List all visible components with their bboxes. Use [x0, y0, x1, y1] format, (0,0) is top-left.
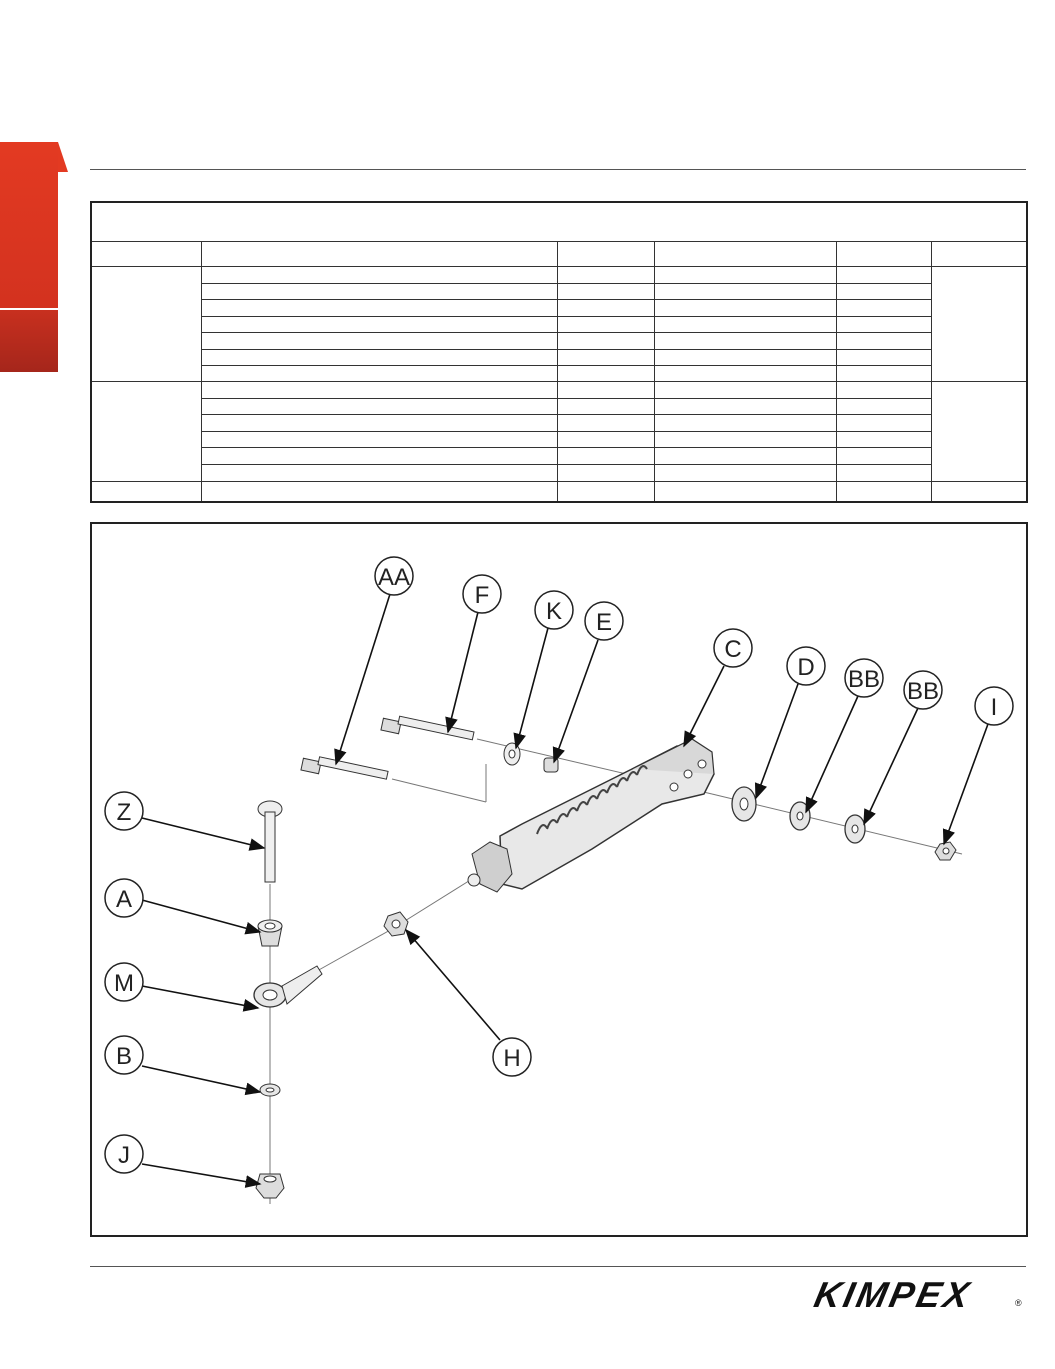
side-tab-lower	[0, 310, 58, 372]
bolt-f	[381, 716, 474, 740]
callout-d	[787, 647, 825, 685]
washer-b	[260, 1084, 280, 1096]
callout-a	[105, 879, 143, 917]
col-divider-2	[557, 241, 558, 501]
callout-j	[105, 1135, 143, 1173]
callout-k-label: K	[545, 598, 563, 625]
callout-z	[105, 792, 143, 830]
table-row-rule	[201, 332, 931, 333]
table-row-rule	[201, 414, 931, 415]
callout-m-label: M	[114, 970, 134, 997]
callout-i	[975, 687, 1013, 725]
spring-housing-c	[468, 739, 714, 892]
table-row-rule	[201, 283, 931, 284]
nut-h	[384, 912, 408, 936]
callout-a-label: A	[115, 886, 133, 913]
kimpex-logo	[810, 1274, 1025, 1315]
side-tab-notch	[58, 142, 68, 172]
exploded-parts-diagram	[90, 522, 1028, 1237]
callout-z-label: Z	[116, 799, 132, 826]
callout-k	[535, 591, 573, 629]
table-row-rule	[201, 349, 931, 350]
callout-bb-1	[845, 659, 883, 697]
parts-table	[90, 201, 1028, 503]
table-row-rule	[92, 266, 1026, 267]
washer-bb-2	[845, 815, 865, 843]
washer-k	[504, 743, 520, 765]
col-divider-3	[654, 241, 655, 501]
table-row-rule	[201, 365, 931, 366]
callout-bb-2-label: BB	[906, 678, 940, 705]
callout-h-label: H	[503, 1045, 521, 1072]
table-group-rule	[92, 381, 1026, 382]
washer-d	[732, 787, 756, 821]
callout-e-label: E	[595, 609, 613, 636]
callout-c-label: C	[724, 636, 742, 663]
table-row-rule	[201, 316, 931, 317]
nut-j	[256, 1174, 284, 1198]
col-divider-5	[931, 241, 932, 501]
callout-e	[585, 602, 623, 640]
callout-c	[714, 629, 752, 667]
callout-bb-2	[904, 671, 942, 709]
callout-h	[493, 1038, 531, 1076]
washer-bb-1	[790, 802, 810, 830]
footer-rule	[90, 1266, 1026, 1267]
callout-f	[463, 575, 501, 613]
callout-m	[105, 963, 143, 1001]
bolt-aa	[301, 757, 388, 779]
spacer-e	[544, 758, 558, 772]
col-divider-1	[201, 241, 202, 501]
diagram-canvas	[92, 524, 1026, 1235]
callout-i-label: I	[990, 694, 998, 721]
callout-j-label: J	[118, 1142, 130, 1169]
table-header-rule	[92, 241, 1026, 242]
callout-b	[105, 1036, 143, 1074]
col-divider-4	[836, 241, 837, 501]
table-group-rule	[92, 481, 1026, 482]
table-row-rule	[201, 299, 931, 300]
callout-f-label: F	[474, 582, 490, 609]
header-rule	[90, 169, 1026, 170]
pin-z	[258, 801, 282, 882]
table-row-rule	[201, 398, 931, 399]
table-row-rule	[201, 431, 931, 432]
rod-end-m	[254, 966, 322, 1007]
nut-i	[935, 842, 956, 860]
callout-d-label: D	[797, 654, 815, 681]
callout-b-label: B	[115, 1043, 133, 1070]
callout-aa	[375, 557, 413, 595]
callout-bb-1-label: BB	[847, 666, 881, 693]
callout-aa-label: AA	[377, 564, 411, 591]
logo-wordmark: KIMPEX	[810, 1274, 976, 1315]
table-row-rule	[201, 447, 931, 448]
table-row-rule	[201, 464, 931, 465]
logo-registered-mark: ®	[1015, 1298, 1022, 1308]
side-tab-upper	[0, 142, 58, 308]
bushing-a	[258, 920, 282, 946]
